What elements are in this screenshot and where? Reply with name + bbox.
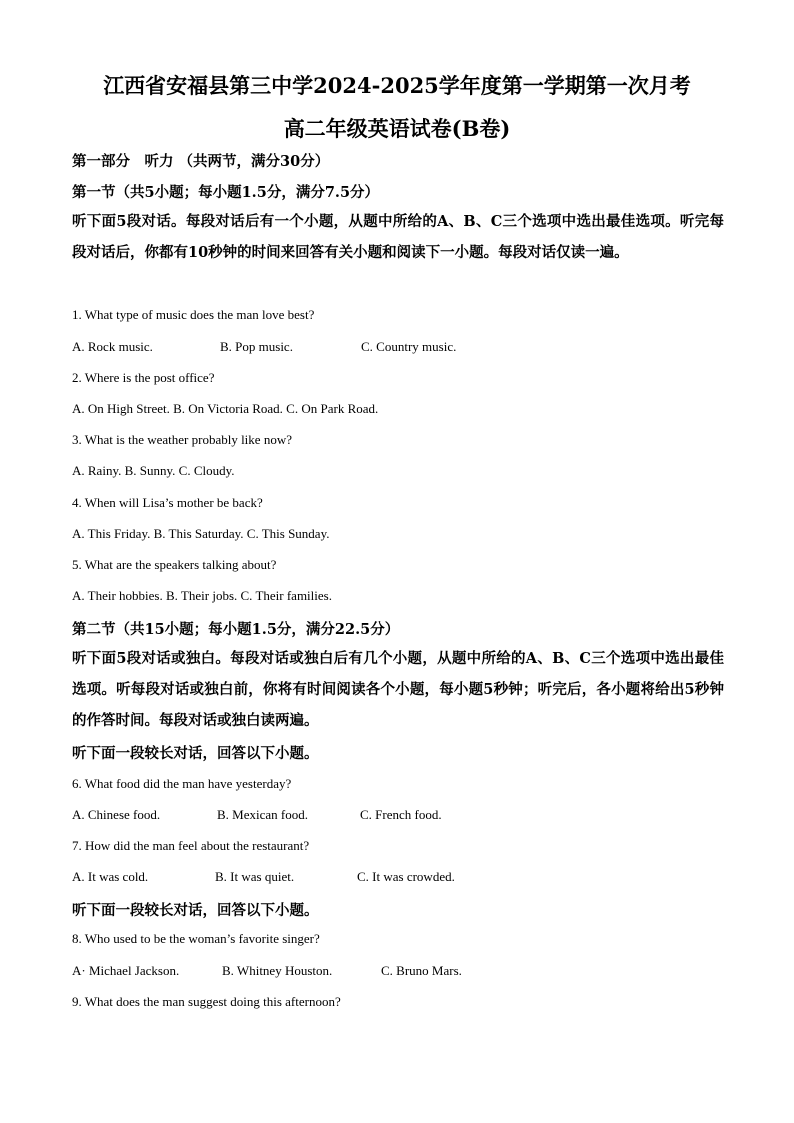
q3-options: A. Rainy. B. Sunny. C. Cloudy. — [72, 463, 235, 478]
q7-option-a: A. It was cold. — [72, 869, 149, 884]
listen-prompt-2: 听下面一段较长对话，回答以下小题。 — [72, 902, 319, 919]
q8-option-a: A· Michael Jackson. — [72, 963, 180, 978]
q4-options: A. This Friday. B. This Saturday. C. This Sunday. — [72, 526, 330, 541]
question-2: 2. Where is the post office? — [72, 370, 215, 385]
question-7: 7. How did the man feel about the restaurant? — [72, 838, 310, 853]
q7-option-b: B. It was quiet. — [215, 869, 295, 884]
part1-heading: 第一部分 听力 （共两节，满分30分） — [72, 153, 330, 170]
question-6: 6. What food did the man have yesterday? — [72, 776, 292, 791]
section1-instructions: 听下面5段对话。每段对话后有一个小题，从题中所给的A、B、C三个选项中选出最佳选项。听完每段对话后，你都有10秒钟的时间来回答有关小题和阅读下一小题。每段对话仅读一遍。 — [72, 213, 724, 261]
q5-options: A. Their hobbies. B. Their jobs. C. Their families. — [72, 588, 332, 603]
listen-prompt-1: 听下面一段较长对话，回答以下小题。 — [72, 745, 319, 762]
section2-heading: 第二节（共15小题；每小题1.5分，满分22.5分） — [72, 621, 400, 638]
q7-option-c: C. It was crowded. — [357, 869, 455, 884]
exam-title: 江西省安福县第三中学2024-2025学年度第一学期第一次月考 — [103, 73, 691, 98]
q6-option-a: A. Chinese food. — [72, 807, 161, 822]
q2-options: A. On High Street. B. On Victoria Road. C. On Park Road. — [72, 401, 379, 416]
q1-option-c: C. Country music. — [361, 339, 457, 354]
question-9: 9. What does the man suggest doing this afternoon? — [72, 994, 341, 1009]
q8-option-c: C. Bruno Mars. — [381, 963, 462, 978]
question-1: 1. What type of music does the man love best? — [72, 307, 315, 322]
question-4: 4. When will Lisa’s mother be back? — [72, 495, 263, 510]
question-3: 3. What is the weather probably like now? — [72, 432, 292, 447]
question-8: 8. Who used to be the woman’s favorite singer? — [72, 931, 320, 946]
q8-option-b: B. Whitney Houston. — [222, 963, 333, 978]
q6-option-b: B. Mexican food. — [217, 807, 308, 822]
q6-option-c: C. French food. — [360, 807, 442, 822]
section2-instructions: 听下面5段对话或独白。每段对话或独白后有几个小题，从题中所给的A、B、C三个选项中选出最佳选项。听每段对话或独白前，你将有时间阅读各个小题，每小题5秒钟；听完后，各小题将给出5秒钟的作答时间。每段对话或独白读两遍。 — [72, 650, 724, 729]
question-5: 5. What are the speakers talking about? — [72, 557, 277, 572]
q1-option-b: B. Pop music. — [220, 339, 293, 354]
q1-option-a: A. Rock music. — [72, 339, 153, 354]
exam-subtitle: 高二年级英语试卷(B卷) — [283, 116, 511, 141]
section1-heading: 第一节（共5小题；每小题1.5分，满分7.5分） — [72, 184, 380, 201]
